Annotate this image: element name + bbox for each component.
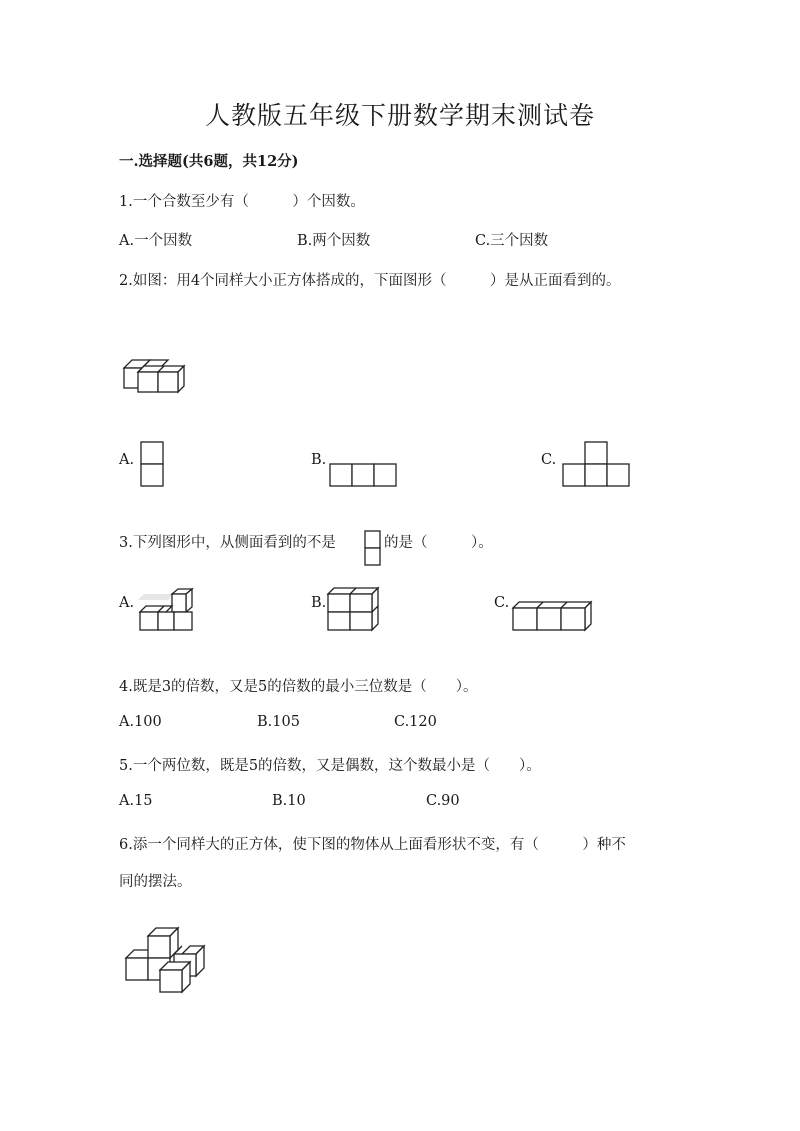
question-6-text-line1: 6.添一个同样大的正方体，使下图的物体从上面看形状不变，有（ ）种不 — [119, 837, 626, 853]
question-2-option-b: B. — [311, 452, 327, 468]
cube-row-icon — [509, 598, 593, 632]
question-4-text: 4.既是3的倍数，又是5的倍数的最小三位数是（ ）。 — [119, 679, 478, 695]
cube-stack-icon — [122, 926, 208, 996]
question-3-option-c: C. — [494, 595, 510, 611]
question-3-text-after: 的是（ ）。 — [384, 535, 493, 551]
t-shape-view-icon — [562, 441, 630, 487]
question-5-option-b: B.10 — [272, 793, 306, 809]
question-3-option-a: A. — [119, 595, 135, 611]
section-heading: 一.选择题(共6题，共12分) — [119, 153, 299, 170]
question-5-option-a: A.15 — [119, 793, 153, 809]
question-1-option-b: B.两个因数 — [297, 233, 371, 249]
question-3-option-b: B. — [311, 595, 327, 611]
question-5-option-c: C.90 — [426, 793, 460, 809]
two-square-vertical-view-icon — [140, 441, 164, 487]
question-4-option-a: A.100 — [119, 714, 162, 730]
two-square-vertical-view-icon — [364, 530, 382, 566]
question-4-option-b: B.105 — [257, 714, 300, 730]
page-title: 人教版五年级下册数学期末测试卷 — [204, 101, 595, 130]
three-square-row-view-icon — [329, 463, 397, 487]
cube-stack-icon — [136, 588, 196, 632]
question-1-option-a: A.一个因数 — [119, 233, 193, 249]
question-6-text-line2: 同的摆法。 — [119, 874, 192, 890]
cube-stack-icon — [324, 586, 380, 632]
question-2-option-c: C. — [541, 452, 557, 468]
question-3-text-before: 3.下列图形中，从侧面看到的不是 — [119, 535, 336, 551]
question-1-option-c: C.三个因数 — [475, 233, 549, 249]
question-1-text: 1.一个合数至少有（ ）个因数。 — [119, 194, 365, 210]
cube-stack-icon — [120, 356, 190, 400]
question-5-text: 5.一个两位数，既是5的倍数，又是偶数，这个数最小是（ ）。 — [119, 758, 541, 774]
question-2-option-a: A. — [119, 452, 135, 468]
question-4-option-c: C.120 — [394, 714, 437, 730]
question-2-text: 2.如图：用4个同样大小正方体搭成的，下面图形（ ）是从正面看到的。 — [119, 273, 621, 289]
